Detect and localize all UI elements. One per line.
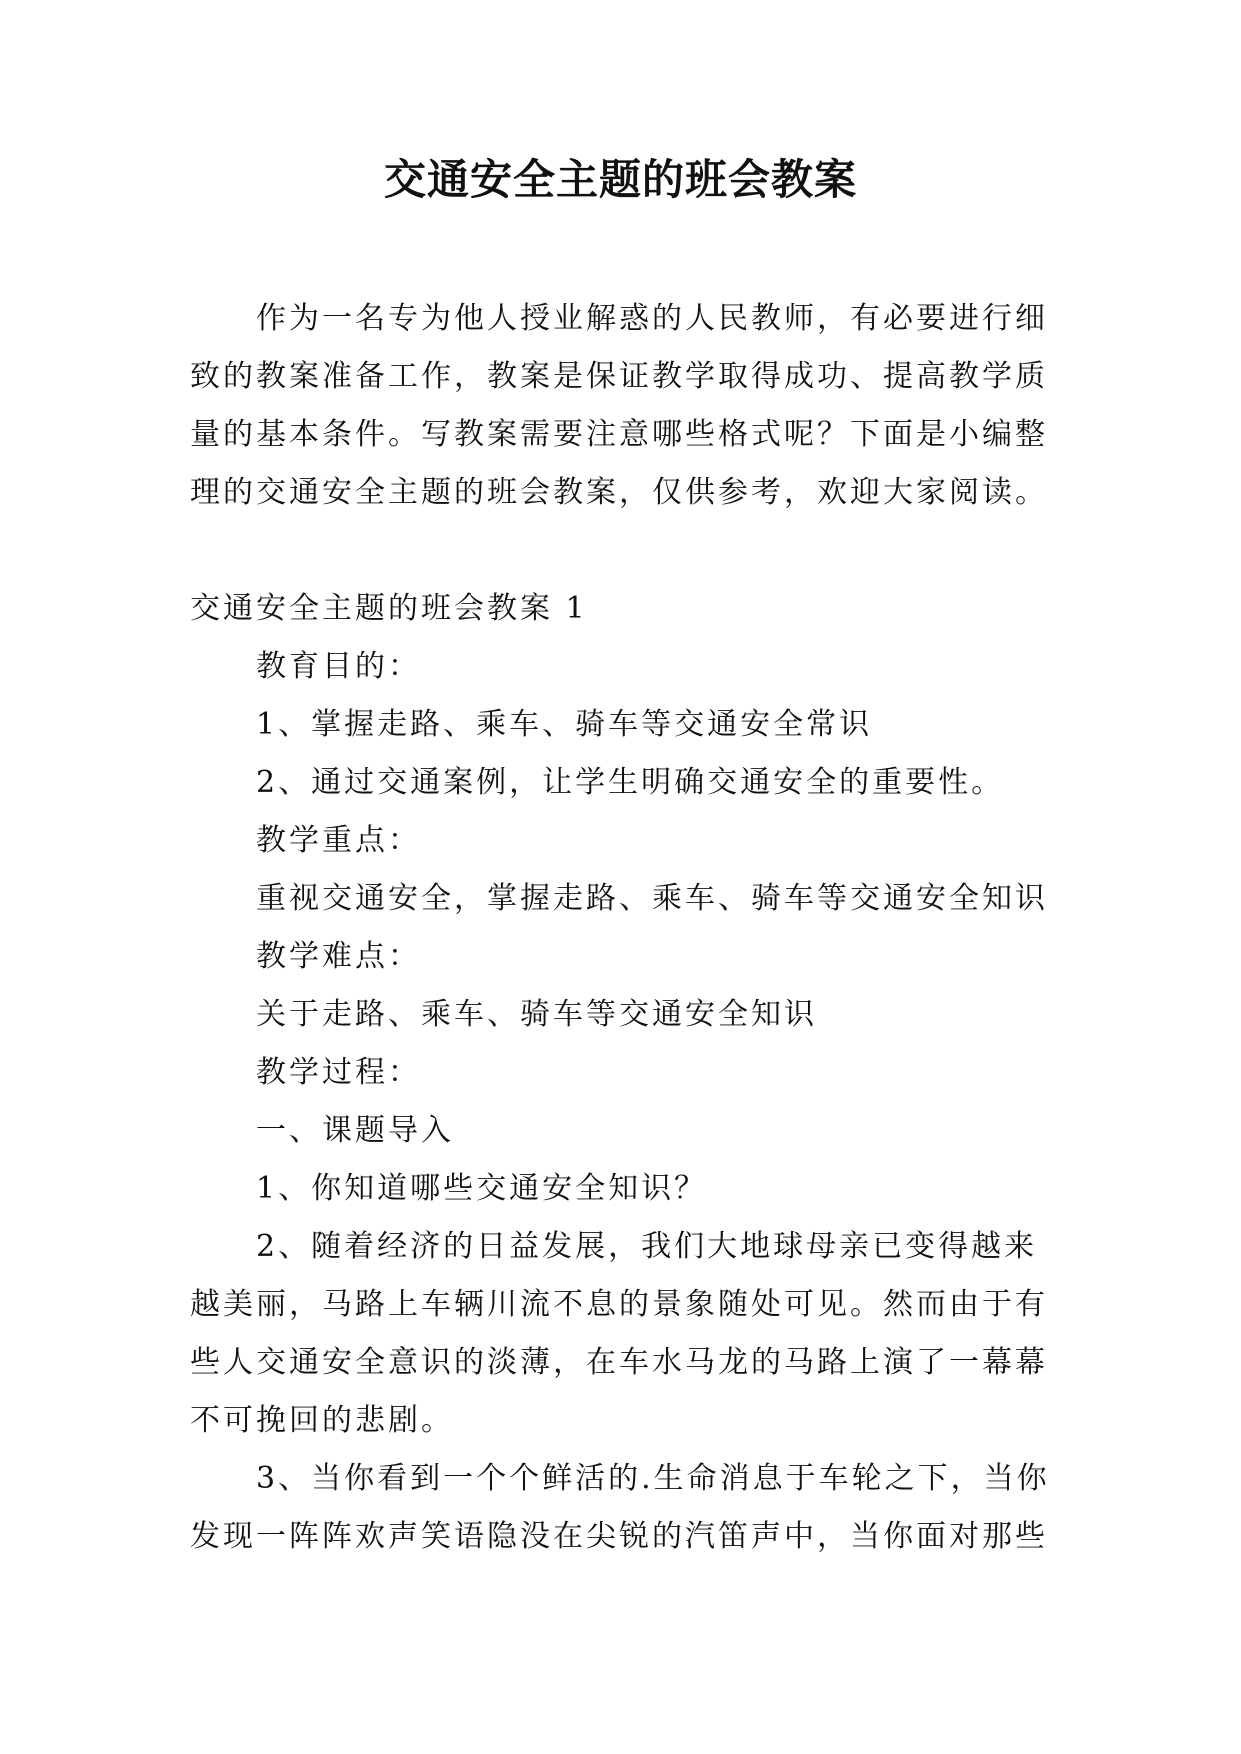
text-line: 教学难点：	[256, 939, 421, 974]
text-line: 教育目的：	[256, 649, 421, 684]
text-line: 作为一名专为他人授业解惑的人民教师，有必要进行细	[256, 301, 1048, 336]
text-line: 2、通过交通案例，让学生明确交通安全的重要性。	[256, 765, 1005, 800]
text-line: 2、随着经济的日益发展，我们大地球母亲已变得越来	[256, 1229, 1038, 1264]
document-body	[190, 290, 1060, 1566]
text-line: 重视交通安全，掌握走路、乘车、骑车等交通安全知识	[256, 881, 1048, 916]
section-heading: 交通安全主题的班会教案 1	[190, 591, 588, 626]
paragraph-3	[190, 1450, 1060, 1566]
text-line: 1、你知道哪些交通安全知识？	[256, 1171, 708, 1206]
text-line: 关于走路、乘车、骑车等交通安全知识	[256, 997, 817, 1032]
text-line: 理的交通安全主题的班会教案，仅供参考，欢迎大家阅读。	[190, 475, 1048, 510]
text-line: 教学重点：	[256, 823, 421, 858]
text-line: 致的教案准备工作，教案是保证教学取得成功、提高教学质	[190, 359, 1048, 394]
text-line: 教学过程：	[256, 1055, 421, 1090]
spacer	[190, 522, 1060, 580]
intro-paragraph	[190, 290, 1060, 522]
text-line: 3、当你看到一个个鲜活的.生命消息于车轮之下，当你	[256, 1461, 1050, 1496]
paragraph-2	[190, 1218, 1060, 1450]
text-line: 不可挽回的悲剧。	[190, 1403, 454, 1438]
text-line: 发现一阵阵欢声笑语隐没在尖锐的汽笛声中，当你面对那些	[190, 1519, 1048, 1554]
text-line: 些人交通安全意识的淡薄，在车水马龙的马路上演了一幕幕	[190, 1345, 1048, 1380]
text-line: 一、课题导入	[256, 1113, 454, 1148]
text-line: 1、掌握走路、乘车、骑车等交通安全常识	[256, 707, 873, 742]
text-line: 越美丽，马路上车辆川流不息的景象随处可见。然而由于有	[190, 1287, 1048, 1322]
text-line: 量的基本条件。写教案需要注意哪些格式呢？下面是小编整	[190, 417, 1048, 452]
document-title: 交通安全主题的班会教案	[383, 155, 857, 204]
